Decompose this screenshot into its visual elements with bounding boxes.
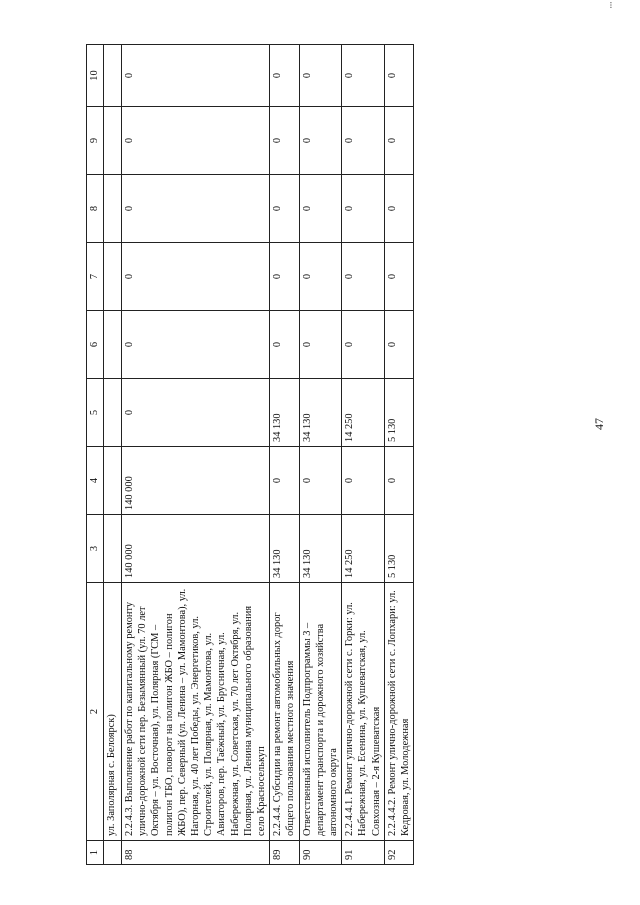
rotated-page (86, 45, 600, 865)
table-row (384, 45, 413, 865)
col-header: 5 (87, 379, 104, 447)
row-description: 2.2.4.4. Субсидии на ремонт автомобильных дорог общего пользования местного значения (270, 583, 299, 841)
cell-value: 0 (342, 45, 385, 107)
corner-mark: ... (603, 1, 614, 9)
cell-value: 0 (122, 311, 270, 379)
cell-value: 0 (122, 175, 270, 243)
row-number: 91 (342, 841, 385, 865)
cell-value: 0 (384, 107, 413, 175)
col-header: 9 (87, 107, 104, 175)
cell-value: 0 (270, 311, 299, 379)
col-header: 10 (87, 45, 104, 107)
cell-value: 0 (384, 447, 413, 515)
cell-value: 0 (299, 107, 342, 175)
cell-value: 0 (342, 175, 385, 243)
cell-value: 0 (384, 45, 413, 107)
cell-value: 0 (299, 45, 342, 107)
cell-value: 0 (270, 45, 299, 107)
cell-value: 0 (342, 107, 385, 175)
cell-value: 140 000 (122, 515, 270, 583)
cell-value: 5 130 (384, 515, 413, 583)
column-number-row (87, 45, 104, 865)
cell-value: 34 130 (270, 515, 299, 583)
cell-value: 0 (270, 175, 299, 243)
cell-value: 5 130 (384, 379, 413, 447)
cell-value: 0 (122, 45, 270, 107)
cell-value: 0 (342, 243, 385, 311)
table-row (299, 45, 342, 865)
row-description: 2.2.4.4.1. Ремонт улично-дорожной сети с. Горки: ул. Набережная, ул. Есенина, ул. Кушеватская, ул. Совхозная – 2-я Кушеватская (342, 583, 385, 841)
cell-value: 0 (122, 379, 270, 447)
col-header: 4 (87, 447, 104, 515)
cell-value: 0 (342, 311, 385, 379)
col-header: 1 (87, 841, 104, 865)
cell-value: 34 130 (270, 379, 299, 447)
cell-value: 0 (270, 447, 299, 515)
col-header: 8 (87, 175, 104, 243)
row-number: 89 (270, 841, 299, 865)
col-header: 3 (87, 515, 104, 583)
cell-value: 0 (384, 311, 413, 379)
cell-value: 34 130 (299, 515, 342, 583)
cell-value: 0 (342, 447, 385, 515)
cell-value: 0 (270, 107, 299, 175)
row-description: 2.2.4.4.2. Ремонт улично-дорожной сети с. Лопхари: ул. Кедровая, ул. Молодежная (384, 583, 413, 841)
row-description: Ответственный исполнитель Подпрограммы 3 – департамент транспорта и дорожного хозяйства автономного округа (299, 583, 342, 841)
cell-value: 14 250 (342, 515, 385, 583)
cell-value: 0 (299, 311, 342, 379)
continuation-text: ул. Заполярная с. Белоярск) (104, 583, 122, 841)
cell-value: 14 250 (342, 379, 385, 447)
cell-value: 0 (299, 175, 342, 243)
cell-value: 0 (299, 447, 342, 515)
row-description: 2.2.4.3. Выполнение работ по капитальному ремонту улично-дорожной сети пер. Безымянный (ул. 70 лет Октября – ул. Восточная), ул. Полярная (ГСМ – полигон ТБО, поворот на полигон ЖБО – полигон ЖБО), пер. Северный (ул. Ленина – ул. Мамонтова), ул. Нагорная, ул. 40 лет Победы, ул. Энергетиков, ул. Строителей, ул. Полярная, ул. Мамонтова, ул. Авиаторов, пер. Таёжный, ул. Брусничная, ул. Набережная, ул. Советская, ул. 70 лет Октября, ул. Полярная, ул. Ленина муниципального образования село Красноселькуп (122, 583, 270, 841)
col-header: 7 (87, 243, 104, 311)
cell-value: 0 (384, 243, 413, 311)
table-row (270, 45, 299, 865)
row-number: 92 (384, 841, 413, 865)
program-table (86, 44, 414, 865)
table-row (122, 45, 270, 865)
page-number: 47 (592, 418, 606, 430)
cell-value: 0 (270, 243, 299, 311)
cell-value: 0 (122, 107, 270, 175)
row-number: 90 (299, 841, 342, 865)
cell-value: 0 (122, 243, 270, 311)
continuation-row (104, 45, 122, 865)
col-header: 2 (87, 583, 104, 841)
col-header: 6 (87, 311, 104, 379)
cell-value: 140 000 (122, 447, 270, 515)
row-number: 88 (122, 841, 270, 865)
table-row (342, 45, 385, 865)
cell-value: 0 (299, 243, 342, 311)
cell-value: 34 130 (299, 379, 342, 447)
cell-value: 0 (384, 175, 413, 243)
